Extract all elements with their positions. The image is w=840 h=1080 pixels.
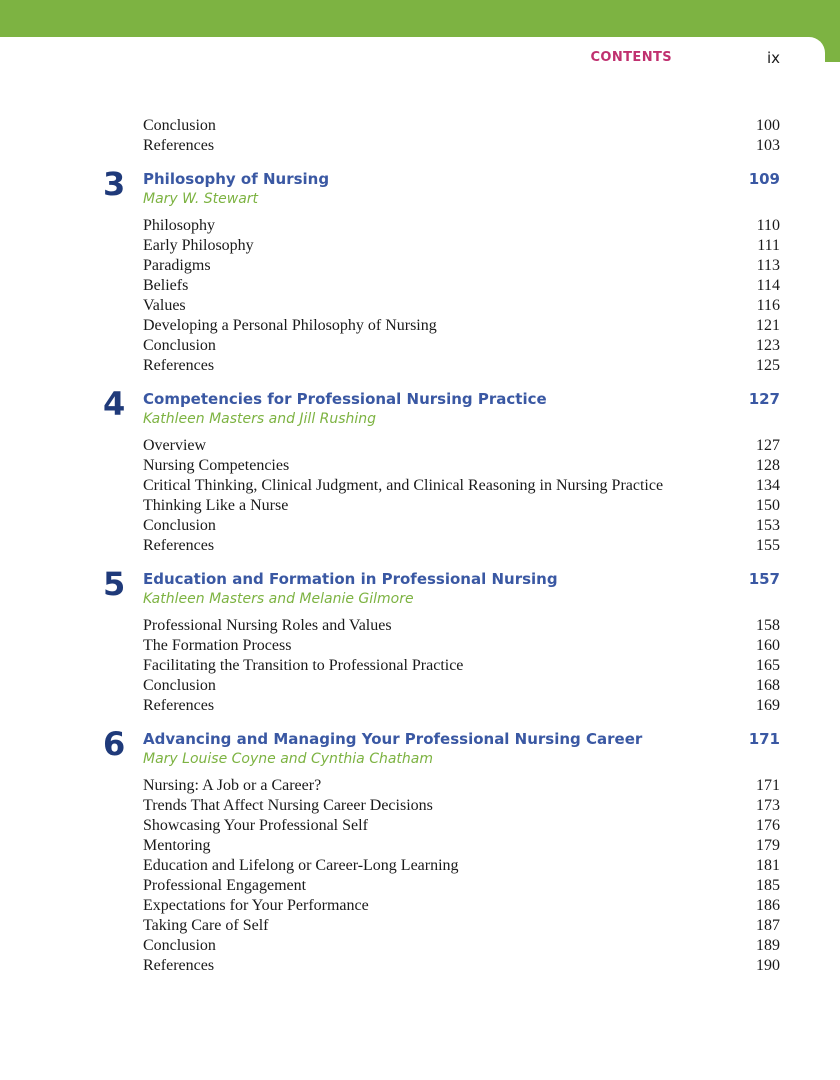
toc-entry-page: 121 (756, 317, 780, 334)
toc-entry (0, 636, 840, 656)
toc-entry-title: Overview (143, 437, 207, 454)
toc-entry-page: 110 (756, 217, 780, 234)
chapter-page: 109 (748, 170, 780, 188)
toc-entry (0, 496, 840, 516)
toc-entry-title: Beliefs (143, 277, 189, 294)
toc-entry-page: 176 (756, 817, 780, 834)
chapter-authors: Mary Louise Coyne and Cynthia Chatham (143, 751, 434, 767)
toc-entry-page: 190 (756, 957, 780, 974)
toc-entry (0, 536, 840, 556)
toc-entry-title: References (143, 137, 215, 154)
toc-entry-page: 181 (756, 857, 780, 874)
chapter-entries (0, 216, 840, 376)
toc-entry-title: Nursing: A Job or a Career? (143, 777, 322, 794)
toc-entry-page: 158 (756, 617, 780, 634)
chapter-number: 3 (103, 165, 126, 203)
toc-entry-title: Thinking Like a Nurse (143, 497, 289, 514)
toc-entry (0, 816, 840, 836)
toc-entry-title: References (143, 537, 215, 554)
toc-entry-page: 169 (756, 697, 780, 714)
toc-entry-title: Paradigms (143, 257, 211, 274)
toc-entry (0, 236, 840, 256)
toc-entry (0, 676, 840, 696)
toc-entry-title: Nursing Competencies (143, 457, 290, 474)
toc-entry (0, 796, 840, 816)
toc-entry (0, 256, 840, 276)
toc-entry (0, 916, 840, 936)
toc-entry-page: 185 (756, 877, 780, 894)
chapter-number: 6 (103, 725, 126, 763)
header-tab (0, 37, 825, 77)
chapter-title: Advancing and Managing Your Professional Nursing Career (143, 730, 643, 748)
toc-entry-title: Taking Care of Self (143, 917, 269, 934)
toc-entry-title: References (143, 357, 215, 374)
chapter-entries (0, 616, 840, 716)
chapter-block (0, 385, 840, 556)
toc-entry-title: References (143, 697, 215, 714)
chapter-entries (0, 776, 840, 976)
toc-entry-title: Critical Thinking, Clinical Judgment, and Clinical Reasoning in Nursing Practice (143, 477, 664, 494)
toc-entry (0, 296, 840, 316)
chapter-block (0, 725, 840, 976)
chapter-heading (0, 165, 840, 209)
toc-entry-page: 186 (756, 897, 780, 914)
table-of-contents (0, 116, 840, 976)
chapter-authors: Kathleen Masters and Melanie Gilmore (143, 591, 414, 607)
toc-entry (0, 616, 840, 636)
chapter-authors: Kathleen Masters and Jill Rushing (143, 411, 377, 427)
toc-entry-title: Conclusion (143, 677, 216, 694)
toc-entry (0, 656, 840, 676)
chapter-title: Competencies for Professional Nursing Practice (143, 390, 547, 408)
toc-entry (0, 956, 840, 976)
toc-entry-page: 100 (756, 117, 780, 134)
toc-entry-page: 127 (756, 437, 780, 454)
toc-entry-page: 153 (756, 517, 780, 534)
chapter-number: 5 (103, 565, 126, 603)
toc-entry (0, 116, 840, 136)
toc-entry-page: 113 (756, 257, 780, 274)
toc-entry-title: Professional Nursing Roles and Values (143, 617, 392, 634)
toc-entry-page: 123 (756, 337, 780, 354)
chapter-page: 127 (748, 390, 780, 408)
toc-entry-page: 116 (756, 297, 780, 314)
toc-entry (0, 316, 840, 336)
toc-entry (0, 876, 840, 896)
toc-entry-page: 150 (756, 497, 780, 514)
toc-entry-title: Values (143, 297, 186, 314)
toc-entry-title: Showcasing Your Professional Self (143, 817, 368, 834)
toc-entry (0, 776, 840, 796)
toc-entry-title: Education and Lifelong or Career-Long Learning (143, 857, 459, 874)
toc-entry (0, 936, 840, 956)
toc-entry (0, 476, 840, 496)
toc-entry-title: References (143, 957, 215, 974)
chapter-title: Education and Formation in Professional Nursing (143, 570, 558, 588)
toc-entry-page: 155 (756, 537, 780, 554)
chapter-title: Philosophy of Nursing (143, 170, 330, 188)
toc-entry (0, 456, 840, 476)
chapter-page: 157 (748, 570, 780, 588)
toc-entry-title: Philosophy (143, 217, 216, 234)
toc-entry (0, 836, 840, 856)
previous-chapter-entries (0, 116, 840, 156)
toc-entry-page: 187 (756, 917, 780, 934)
toc-entry (0, 216, 840, 236)
toc-entry-title: Early Philosophy (143, 237, 254, 254)
toc-entry-page: 134 (756, 477, 780, 494)
toc-entry-title: Conclusion (143, 937, 216, 954)
toc-entry-page: 165 (756, 657, 780, 674)
toc-entry (0, 276, 840, 296)
toc-entry-title: Conclusion (143, 117, 216, 134)
toc-entry (0, 696, 840, 716)
toc-entry-title: Professional Engagement (143, 877, 307, 894)
chapter-heading (0, 385, 840, 429)
chapter-list (0, 165, 840, 976)
toc-entry (0, 856, 840, 876)
toc-entry-title: Facilitating the Transition to Professional Practice (143, 657, 464, 674)
chapter-heading (0, 565, 840, 609)
toc-entry-page: 168 (756, 677, 780, 694)
running-header-page-number: ix (766, 49, 780, 67)
toc-entry-title: Developing a Personal Philosophy of Nursing (143, 317, 437, 334)
chapter-page: 171 (748, 730, 780, 748)
toc-entry-page: 103 (756, 137, 780, 154)
toc-entry-page: 189 (756, 937, 780, 954)
toc-entry-title: The Formation Process (143, 637, 292, 654)
toc-entry (0, 136, 840, 156)
chapter-block (0, 165, 840, 376)
toc-entry-page: 128 (756, 457, 780, 474)
toc-entry-page: 111 (757, 237, 780, 254)
chapter-heading (0, 725, 840, 769)
toc-entry-title: Conclusion (143, 337, 216, 354)
toc-entry (0, 896, 840, 916)
toc-entry-page: 173 (756, 797, 780, 814)
chapter-number: 4 (103, 385, 126, 423)
chapter-entries (0, 436, 840, 556)
toc-entry-title: Trends That Affect Nursing Career Decisions (143, 797, 433, 814)
running-header-section: CONTENTS (590, 50, 672, 65)
toc-entry-page: 160 (756, 637, 780, 654)
toc-entry (0, 336, 840, 356)
toc-entry-page: 114 (756, 277, 780, 294)
toc-entry-page: 171 (756, 777, 780, 794)
chapter-authors: Mary W. Stewart (143, 191, 259, 207)
toc-entry (0, 516, 840, 536)
toc-entry (0, 356, 840, 376)
toc-entry (0, 436, 840, 456)
toc-entry-page: 179 (756, 837, 780, 854)
toc-entry-title: Conclusion (143, 517, 216, 534)
toc-entry-title: Mentoring (143, 837, 211, 854)
chapter-block (0, 565, 840, 716)
toc-entry-title: Expectations for Your Performance (143, 897, 369, 914)
toc-entry-page: 125 (756, 357, 780, 374)
